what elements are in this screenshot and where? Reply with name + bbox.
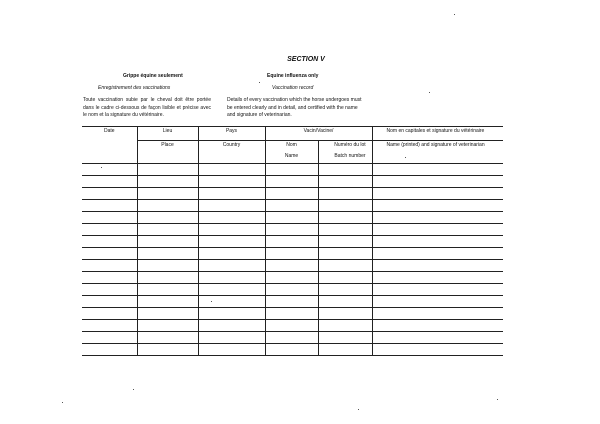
scan-speck [454,14,455,15]
table-cell[interactable] [265,284,318,296]
table-cell[interactable] [265,248,318,260]
header-signature-en: Name (printed) and signature of veterinarian [372,141,503,164]
table-cell[interactable] [198,224,265,236]
table-row [82,188,503,200]
table-cell[interactable] [265,296,318,308]
table-cell[interactable] [265,308,318,320]
table-body [82,164,503,356]
table-cell[interactable] [82,224,137,236]
table-cell[interactable] [137,296,198,308]
header-date: Date [82,127,137,164]
table-row [82,236,503,248]
table-cell[interactable] [82,248,137,260]
header-lot: Numéro du lot [318,141,372,153]
table-cell[interactable] [265,260,318,272]
table-cell[interactable] [82,332,137,344]
table-row [82,296,503,308]
table-row [82,212,503,224]
table-row [82,332,503,344]
table-cell[interactable] [318,296,372,308]
table-cell[interactable] [372,344,503,356]
header-name: Name [265,152,318,164]
table-row [82,176,503,188]
table-cell[interactable] [137,260,198,272]
table-cell[interactable] [198,296,265,308]
table-cell[interactable] [372,320,503,332]
table-cell[interactable] [265,176,318,188]
table-row [82,320,503,332]
header-batch: Batch number [318,152,372,164]
table-cell[interactable] [82,212,137,224]
table-cell[interactable] [137,188,198,200]
table-cell[interactable] [198,272,265,284]
table-cell[interactable] [318,224,372,236]
table-cell[interactable] [318,344,372,356]
table-cell[interactable] [137,212,198,224]
table-cell[interactable] [265,164,318,176]
french-instructions: Toute vaccination subie par le cheval doit être portée dans le cadre ci-dessous de façon lisible et précise avec le nom et la signature du vétérinaire. [83,97,211,118]
scan-speck [429,92,430,93]
table-cell[interactable] [137,164,198,176]
english-subheading: Vaccination record [272,85,314,91]
table-cell[interactable] [82,308,137,320]
table-cell[interactable] [318,236,372,248]
table-cell[interactable] [82,272,137,284]
scan-speck [259,82,260,83]
header-signature-fr: Nom en capitales et signature du vétérinaire [372,127,503,141]
table-cell[interactable] [137,176,198,188]
table-cell[interactable] [372,224,503,236]
table-cell[interactable] [265,188,318,200]
table-row [82,344,503,356]
table-cell[interactable] [137,344,198,356]
scan-speck [133,389,134,390]
table-row [82,272,503,284]
table-cell[interactable] [265,320,318,332]
table-cell[interactable] [198,236,265,248]
table-cell[interactable] [198,164,265,176]
table-row [82,284,503,296]
scan-speck [358,409,359,410]
table-cell[interactable] [82,260,137,272]
table-cell[interactable] [372,164,503,176]
table-cell[interactable] [318,212,372,224]
table-cell[interactable] [265,344,318,356]
header-place: Place [137,141,198,164]
table-cell[interactable] [372,236,503,248]
table-cell[interactable] [372,212,503,224]
table-cell[interactable] [198,320,265,332]
table-cell[interactable] [82,188,137,200]
table-cell[interactable] [372,248,503,260]
table-cell[interactable] [265,272,318,284]
table-row [82,200,503,212]
table-cell[interactable] [372,296,503,308]
table-cell[interactable] [137,236,198,248]
table-cell[interactable] [198,200,265,212]
scan-speck [101,167,102,168]
table-cell[interactable] [372,284,503,296]
table-cell[interactable] [318,272,372,284]
table-cell[interactable] [372,332,503,344]
table-cell[interactable] [82,200,137,212]
table-cell[interactable] [318,260,372,272]
table-cell[interactable] [82,284,137,296]
table-cell[interactable] [265,200,318,212]
table-cell[interactable] [318,308,372,320]
table-cell[interactable] [318,188,372,200]
scan-speck [211,301,212,302]
table-cell[interactable] [82,164,137,176]
table-cell[interactable] [318,176,372,188]
table-cell[interactable] [198,260,265,272]
section-title: SECTION V [287,56,325,63]
table-cell[interactable] [137,332,198,344]
table-cell[interactable] [265,332,318,344]
table-cell[interactable] [372,272,503,284]
table-cell[interactable] [318,284,372,296]
header-pays: Pays [198,127,265,141]
english-instructions: Details of every vaccination which the horse undergoes must be entered clearly and in detail, and certified with the name and signature of veterinarian. [227,97,362,118]
table-cell[interactable] [137,248,198,260]
header-nom: Nom [265,141,318,153]
table-row [82,248,503,260]
table-row [82,164,503,176]
table-cell[interactable] [198,332,265,344]
table-cell[interactable] [82,296,137,308]
table-cell[interactable] [137,284,198,296]
table-cell[interactable] [265,212,318,224]
table-cell[interactable] [265,224,318,236]
table-cell[interactable] [372,188,503,200]
french-subheading: Enregistrement des vaccinations [98,85,171,91]
table-cell[interactable] [198,248,265,260]
table-cell[interactable] [265,236,318,248]
table-cell[interactable] [318,200,372,212]
scan-speck [405,157,406,158]
table-cell[interactable] [198,212,265,224]
header-vaccine: Vacin/Vacine/ [265,127,372,141]
scan-speck [62,402,63,403]
table-cell[interactable] [137,320,198,332]
table-cell[interactable] [372,176,503,188]
table-row [82,308,503,320]
table-cell[interactable] [372,308,503,320]
table-cell[interactable] [198,176,265,188]
table-cell[interactable] [318,248,372,260]
english-heading: Equine influenza only [267,73,319,79]
header-country: Country [198,141,265,164]
table-cell[interactable] [198,308,265,320]
vaccination-table [82,126,503,356]
table-cell[interactable] [82,320,137,332]
scan-speck [497,399,498,400]
french-heading: Grippe équine seulement [123,73,183,79]
table-cell[interactable] [137,308,198,320]
table-cell[interactable] [82,176,137,188]
table-cell[interactable] [318,332,372,344]
table-cell[interactable] [318,320,372,332]
table-cell[interactable] [318,164,372,176]
table-row [82,260,503,272]
table-cell[interactable] [372,260,503,272]
table-cell[interactable] [198,344,265,356]
header-lieu: Lieu [137,127,198,141]
table-cell[interactable] [198,188,265,200]
table-cell[interactable] [372,200,503,212]
table-cell[interactable] [82,236,137,248]
table-cell[interactable] [137,200,198,212]
table-cell[interactable] [198,284,265,296]
table-cell[interactable] [137,224,198,236]
table-cell[interactable] [137,272,198,284]
table-row [82,224,503,236]
table-cell[interactable] [82,344,137,356]
